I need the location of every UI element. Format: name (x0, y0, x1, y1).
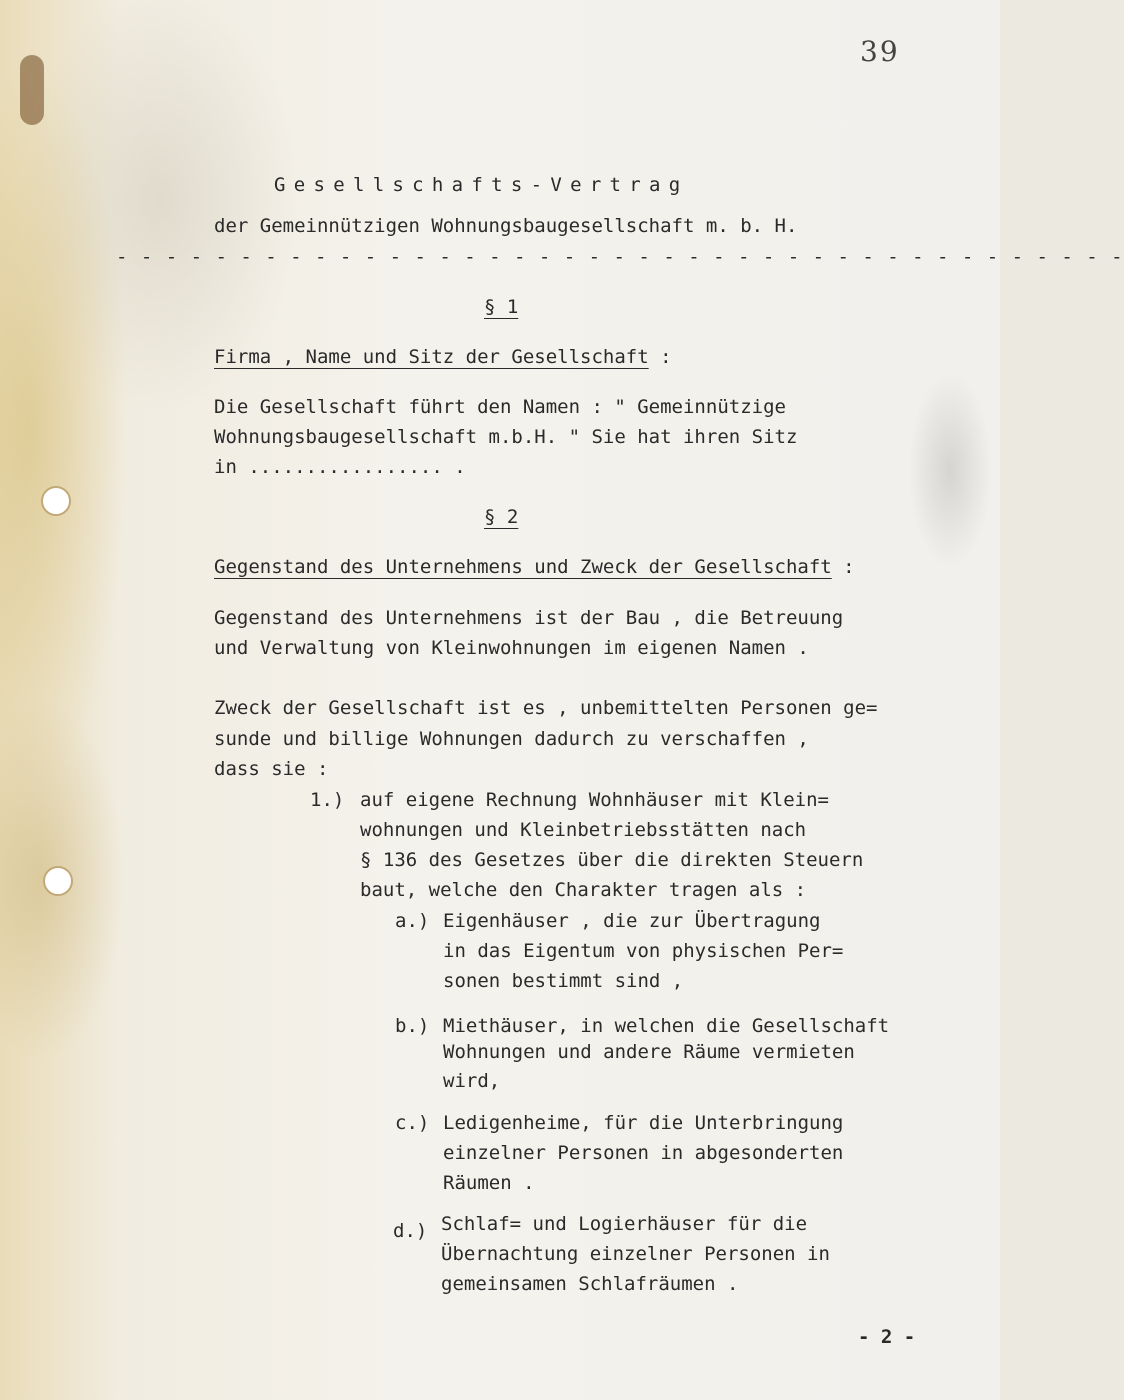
page-number-top: 39 (860, 35, 900, 68)
section2-para1-line: und Verwaltung von Kleinwohnungen im eigenen Namen . (214, 637, 809, 659)
section2-heading (214, 555, 855, 579)
subitem-c-line: Räumen . (443, 1172, 535, 1194)
subitem-a-label: a.) (395, 910, 430, 932)
section2-para2-line: Zweck der Gesellschaft ist es , unbemittelten Personen ge= (214, 697, 878, 719)
item1-line: auf eigene Rechnung Wohnhäuser mit Klein= (360, 789, 829, 811)
page-number-bottom: - 2 - (858, 1326, 916, 1348)
section2-para2-line: sunde und billige Wohnungen dadurch zu verschaffen , (214, 728, 809, 750)
section1-number: § 1 (484, 296, 519, 318)
subitem-c-label: c.) (395, 1112, 430, 1134)
separator-line: - - - - - - - - - - - - - - - - - - - - - - - - - - - - - - - - - - - - - - - - - (116, 246, 1124, 268)
section1-line: Die Gesellschaft führt den Namen : " Gemeinnützige (214, 396, 786, 418)
subitem-a-line: in das Eigentum von physischen Per= (443, 940, 844, 962)
subitem-b-label: b.) (395, 1015, 430, 1037)
subitem-d-line: gemeinsamen Schlafräumen . (441, 1273, 739, 1295)
subitem-c-line: Ledigenheime, für die Unterbringung (443, 1112, 844, 1134)
subitem-b-line: Wohnungen und andere Räume vermieten (443, 1041, 855, 1063)
item1-label: 1.) (310, 789, 345, 811)
section1-heading-text: Firma , Name und Sitz der Gesellschaft (214, 346, 649, 368)
subitem-b-line: Miethäuser, in welchen die Gesellschaft (443, 1015, 890, 1037)
section2-para2-line: dass sie : (214, 758, 329, 780)
subitem-a-line: Eigenhäuser , die zur Übertragung (443, 910, 821, 932)
subitem-a-line: sonen bestimmt sind , (443, 970, 684, 992)
subitem-b-line: wird, (443, 1070, 501, 1092)
document-title: Gesellschafts-Vertrag (274, 174, 689, 196)
section1-line: Wohnungsbaugesellschaft m.b.H. " Sie hat ihren Sitz (214, 426, 798, 448)
section2-para1-line: Gegenstand des Unternehmens ist der Bau , die Betreuung (214, 607, 844, 629)
document-subtitle: der Gemeinnützigen Wohnungsbaugesellschaft m. b. H. (214, 215, 798, 237)
section2-heading-suffix: : (831, 556, 855, 578)
subitem-d-label: d.) (393, 1220, 428, 1242)
punch-hole-bottom (43, 866, 73, 896)
burn-mark (20, 55, 44, 125)
subitem-d-line: Übernachtung einzelner Personen in (441, 1243, 830, 1265)
item1-line: wohnungen und Kleinbetriebsstätten nach (360, 819, 807, 841)
punch-hole-top (41, 486, 71, 516)
section1-heading (214, 345, 672, 369)
item1-line: § 136 des Gesetzes über die direkten Steuern (360, 849, 864, 871)
section1-heading-suffix: : (648, 346, 672, 368)
item1-line: baut, welche den Charakter tragen als : (360, 879, 807, 901)
section2-number: § 2 (484, 506, 519, 528)
section1-line: in ................. . (214, 456, 466, 478)
section2-heading-text: Gegenstand des Unternehmens und Zweck der Gesellschaft (214, 556, 832, 578)
subitem-d-line: Schlaf= und Logierhäuser für die (441, 1213, 808, 1235)
subitem-c-line: einzelner Personen in abgesonderten (443, 1142, 844, 1164)
